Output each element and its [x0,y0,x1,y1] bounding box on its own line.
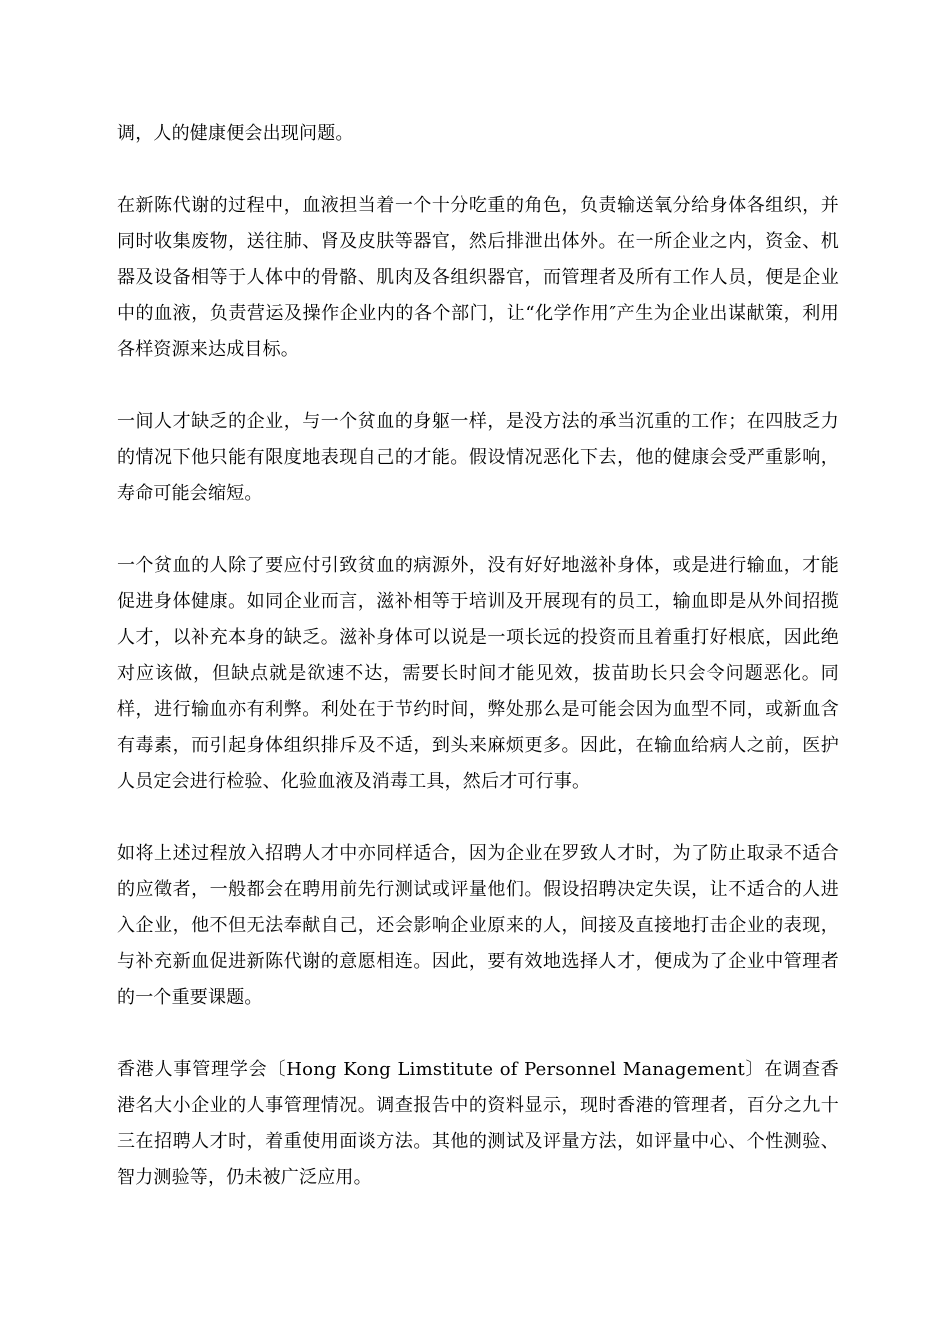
paragraph-2: 在新陈代谢的过程中，血液担当着一个十分吃重的角色，负责输送氧分给身体各组织，并同时收集废物，送往肺、肾及皮肤等器官，然后排泄出体外。在一所企业之内，资金、机器及设备相等于人体中的骨骼、肌肉及各组织器官，而管理者及所有工作人员，便是企业中的血液，负责营运及操作企业内的各个部门，让“化学作用″产生为企业出谋献策，利用各样资源来达成目标。 [117,195,839,360]
paragraph-5: 如将上述过程放入招聘人才中亦同样适合，因为企业在罗致人才时，为了防止取录不适合的应徵者，一般都会在聘用前先行测试或评量他们。假设招聘决定失误，让不适合的人进入企业，他不但无法奉献自己，还会影响企业原来的人，间接及直接地打击企业的表现，与补充新血促进新陈代谢的意愿相连。因此，要有效地选择人才，便成为了企业中管理者的一个重要课题。 [117,843,839,1008]
paragraph-3: 一间人才缺乏的企业，与一个贫血的身躯一样，是没方法的承当沉重的工作；在四肢乏力的情况下他只能有限度地表现自己的才能。假设情况恶化下去，他的健康会受严重影响，寿命可能会缩短。 [117,411,839,504]
paragraph-6: 香港人事管理学会〔Hong Kong Limstitute of Personnel Management〕在调查香港名大小企业的人事管理情况。调查报告中的资料显示，现时香港的管理者，百分之九十三在招聘人才时，着重使用面谈方法。其他的测试及评量方法，如评量中心、个性测验、智力测验等，仍未被广泛应用。 [117,1059,839,1188]
document-body [117,116,839,1232]
paragraph-4: 一个贫血的人除了要应付引致贫血的病源外，没有好好地滋补身体，或是进行输血，才能促进身体健康。如同企业而言，滋补相等于培训及开展现有的员工，输血即是从外间招揽人才，以补充本身的缺乏。滋补身体可以说是一项长远的投资而且着重打好根底，因此绝对应该做，但缺点就是欲速不达，需要长时间才能见效，拔苗助长只会令问题恶化。同样，进行输血亦有利弊。利处在于节约时间，弊处那么是可能会因为血型不同，或新血含有毒素，而引起身体组织排斥及不适，到头来麻烦更多。因此，在输血给病人之前，医护人员定会进行检验、化验血液及消毒工具，然后才可行事。 [117,555,839,792]
paragraph-1: 调，人的健康便会出现问题。 [117,123,354,144]
